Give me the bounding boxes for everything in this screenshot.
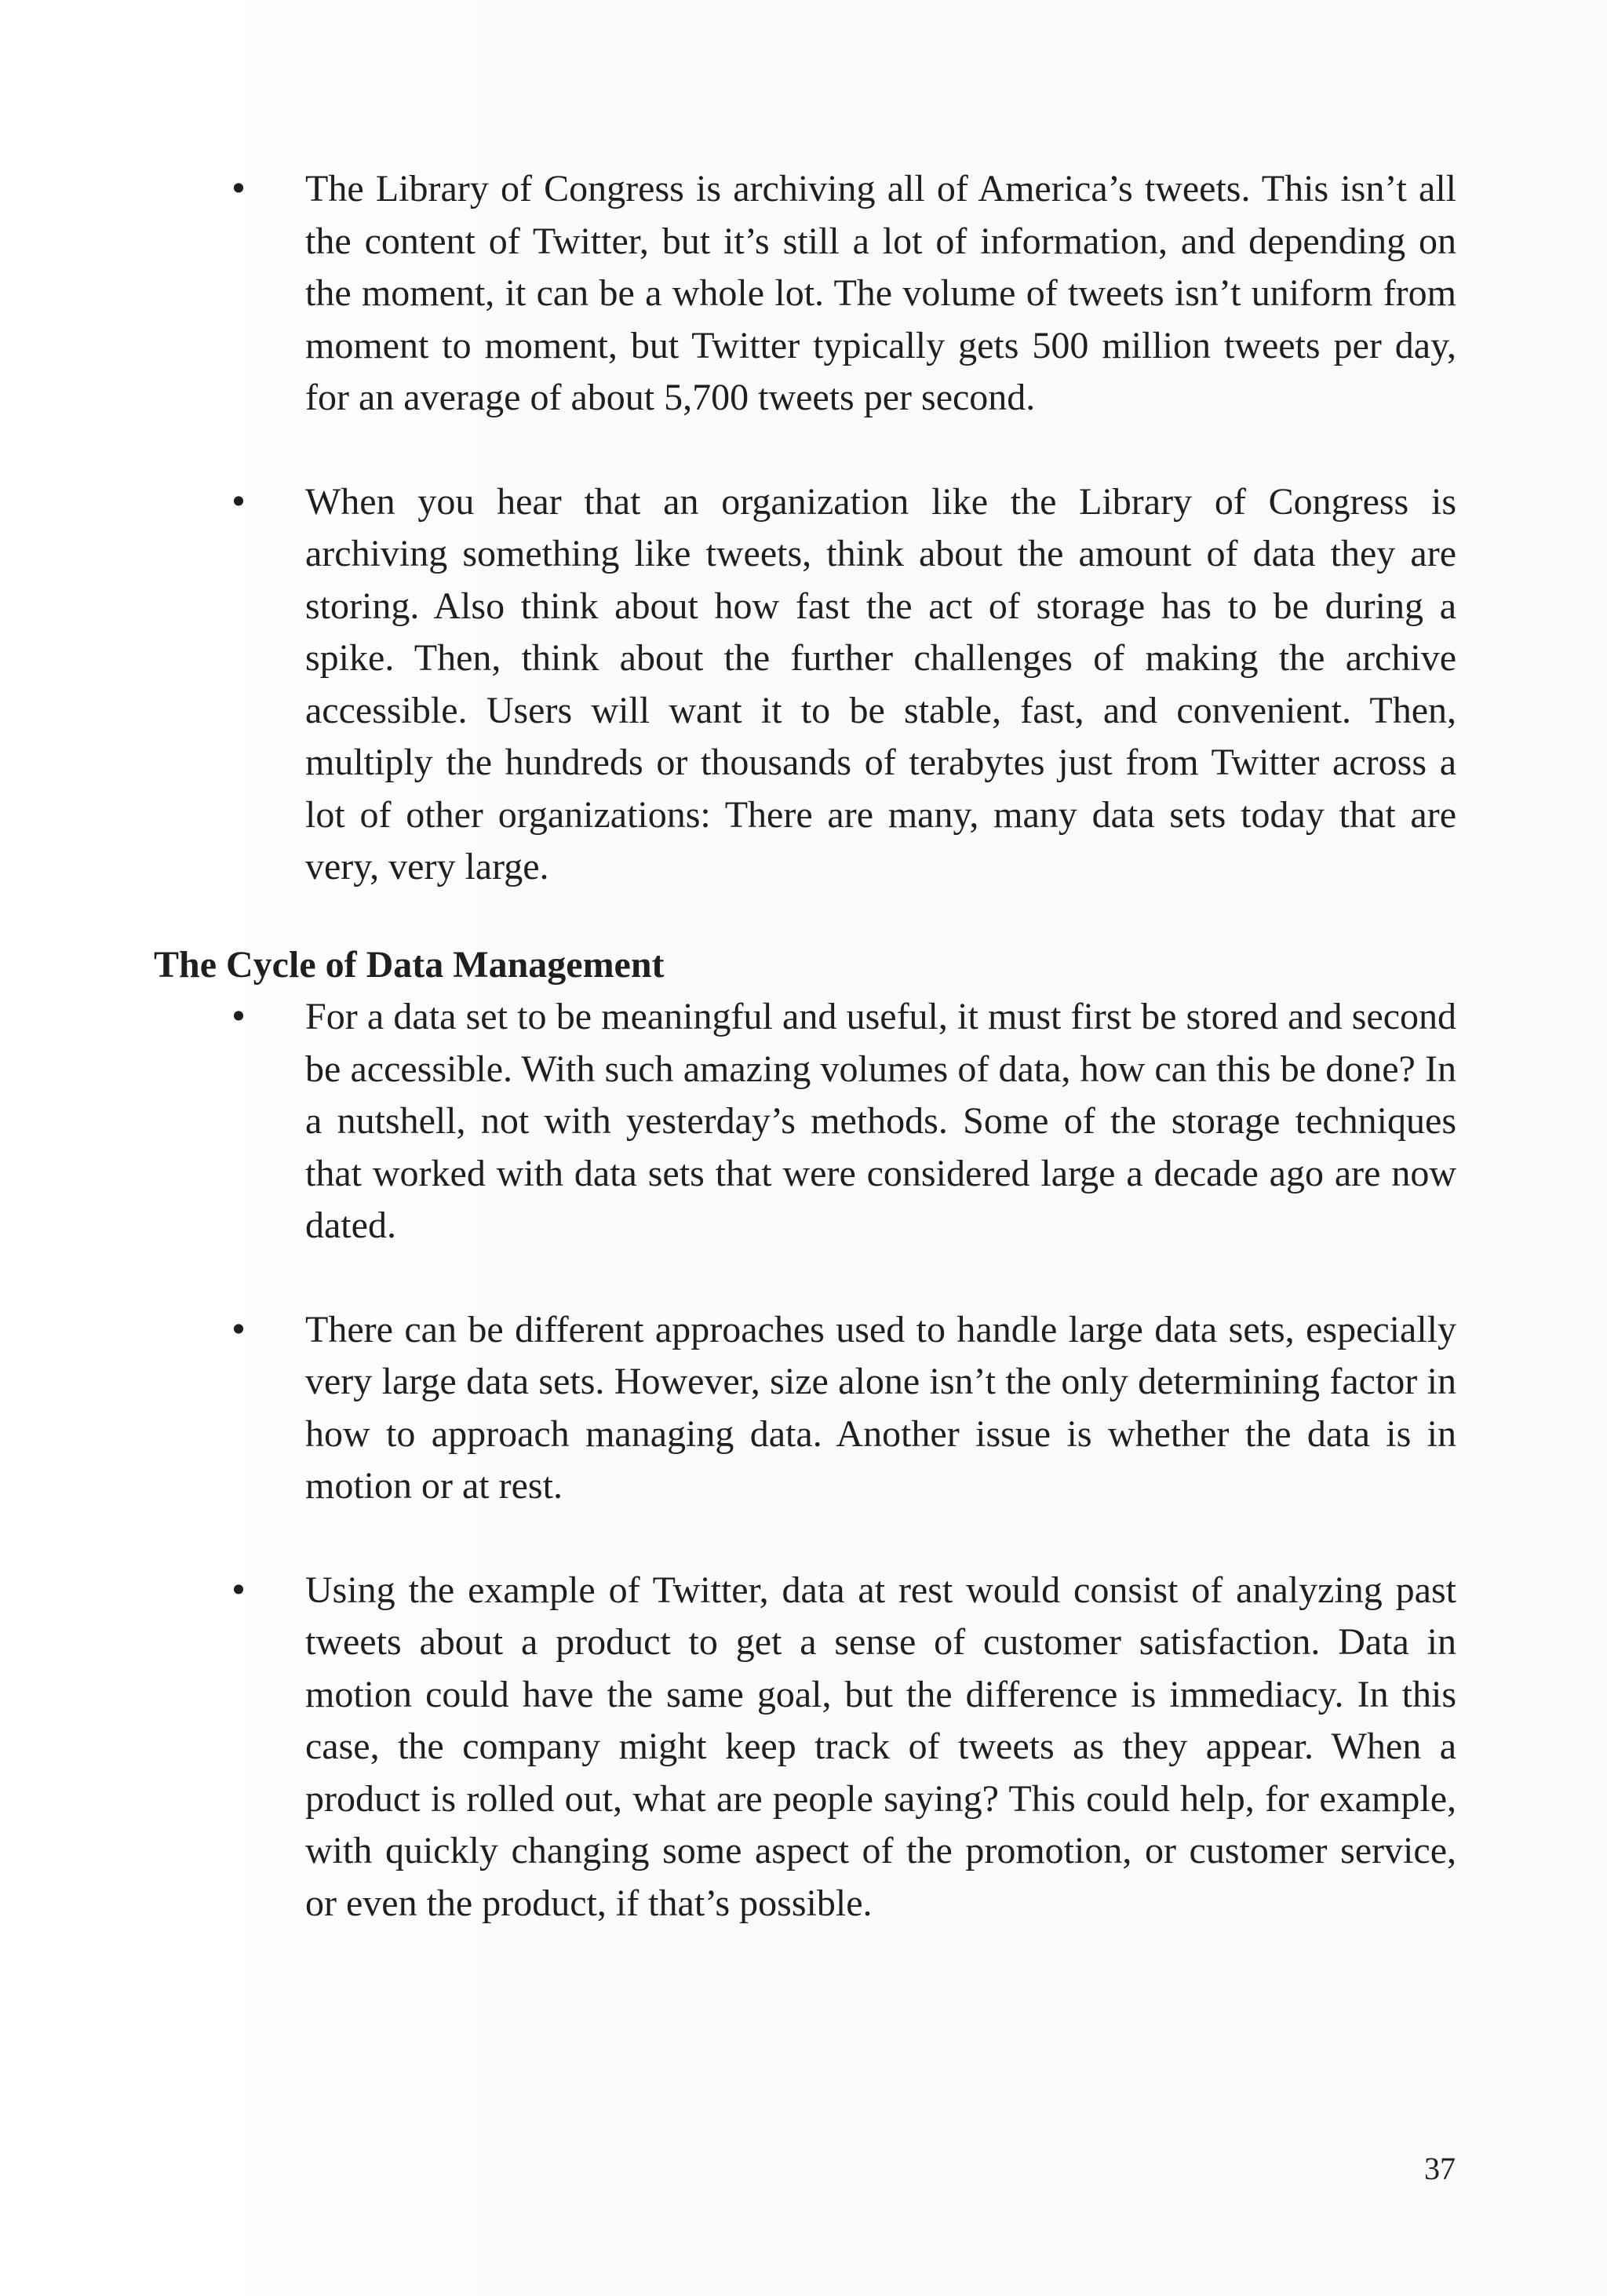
list-item <box>154 476 1456 894</box>
paragraph-text: There can be different approaches used to handle large data sets, especially very large data sets. However, size alone isn’t the only determining factor in how to approach managing data. Another issue is whether the data is in motion or at rest. <box>305 1308 1456 1507</box>
bullet-marker: • <box>228 997 249 1036</box>
list-item <box>154 1304 1456 1513</box>
paragraph-text: When you hear that an organization like the Library of Congress is archiving something like tweets, think about the amount of data they are storing. Also think about how fast the act of storage has to be during a spike. Then, think about the further challenges of making the archive accessible. Users will want it to be stable, fast, and convenient. Then, multiply the hundreds or thousands of terabytes just from Twitter across a lot of other organizations: There are many, many data sets today that are very, very large. <box>305 480 1456 887</box>
paragraph-text: Using the example of Twitter, data at rest would consist of analyzing past tweets about a product to get a sense of customer satisfaction. Data in motion could have the same goal, but the difference is immediacy. In this case, the company might keep track of tweets as they appear. When a product is rolled out, what are people saying? This could help, for example, with quickly changing some aspect of the promotion, or customer service, or even the product, if that’s possible. <box>305 1569 1456 1924</box>
page-number: 37 <box>1424 2151 1456 2186</box>
list-item <box>154 1565 1456 1930</box>
intro-bullet-list <box>154 163 1456 894</box>
list-item <box>154 163 1456 425</box>
bullet-marker: • <box>228 482 249 521</box>
bullet-marker: • <box>228 1570 249 1609</box>
bullet-marker: • <box>228 1310 249 1349</box>
section-heading: The Cycle of Data Management <box>154 943 665 986</box>
bullet-marker: • <box>228 169 249 208</box>
section-bullet-list <box>154 991 1456 1930</box>
list-item <box>154 991 1456 1252</box>
document-body <box>154 163 1456 1930</box>
paragraph-text: The Library of Congress is archiving all of America’s tweets. This isn’t all the content of Twitter, but it’s still a lot of information, and depending on the moment, it can be a whole lot. The volume of tweets isn’t uniform from moment to moment, but Twitter typically gets 500 million tweets per day, for an average of about 5,700 tweets per second. <box>305 168 1456 418</box>
paragraph-text: For a data set to be meaningful and useful, it must first be stored and second be accessible. With such amazing volumes of data, how can this be done? In a nutshell, not with yesterday’s methods. Some of the storage techniques that worked with data sets that were considered large a decade ago are now dated. <box>305 996 1456 1246</box>
